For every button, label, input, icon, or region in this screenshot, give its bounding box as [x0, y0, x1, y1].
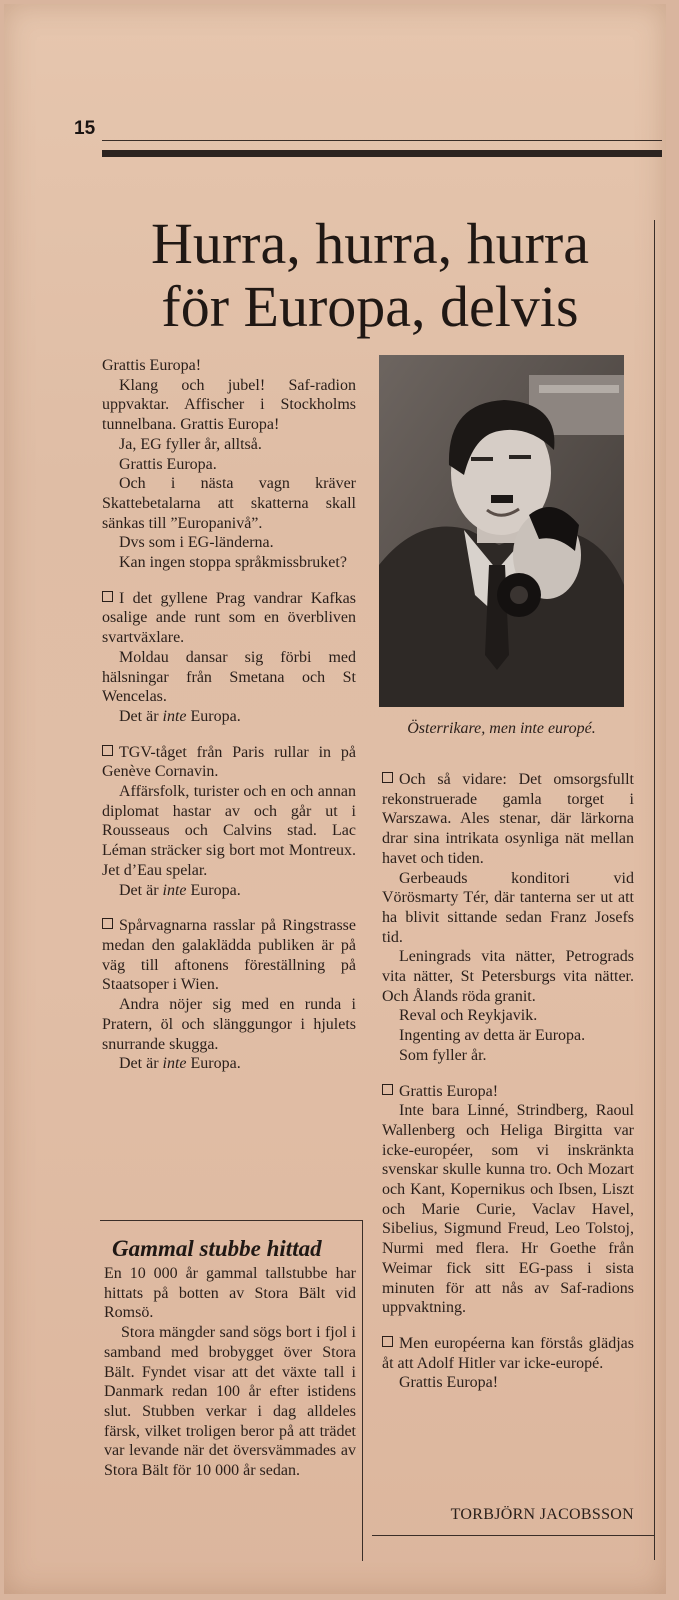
section-box-icon — [102, 591, 113, 602]
headline-line-2: för Europa, delvis — [161, 274, 579, 339]
paragraph: Grattis Europa! — [102, 357, 202, 374]
portrait-illustration — [379, 355, 624, 707]
section-box-icon — [382, 1336, 393, 1347]
paragraph: Moldau dansar sig förbi med hälsningar från Smetana och St Wencelas. — [102, 648, 356, 706]
paragraph: Grattis Europa. — [119, 455, 217, 473]
left-column — [102, 356, 356, 1074]
sidebar-title: Gammal stubbe hittad — [112, 1236, 322, 1261]
refrain: Det är inte Europa. — [119, 881, 241, 899]
section-paragraph: TGV-tåget från Paris rullar in på Genève Cornavin. — [102, 743, 356, 781]
paragraph: Och i nästa vagn kräver Skattebetalarna att skatterna skall sänkas till ”Europanivå”. — [102, 475, 356, 532]
section-box-icon — [382, 1084, 393, 1095]
section-box-icon — [102, 918, 113, 929]
paragraph: Stora mängder sand sögs bort i fjol i samband med brobygget över Stora Bält. Fyndet visar att det växte tall i Danmark redan 100 år efter istidens slut. Stubben verkar i dag alldeles färsk, vilket troligen beror på att trädet var levande när det översvämmades av Stora Bält för 10 000 år sedan. — [104, 1324, 356, 1480]
paragraph: Ja, EG fyller år, alltså. — [119, 435, 262, 453]
headline-line-1: Hurra, hurra, hurra — [150, 211, 589, 276]
right-column — [382, 770, 634, 1393]
paragraph: Dvs som i EG-länderna. — [119, 534, 274, 552]
paragraph: En 10 000 år gammal tallstubbe har hittats på botten av Stora Bält vid Romsö. — [104, 1265, 356, 1322]
portrait-photo — [379, 355, 624, 707]
headline — [100, 212, 640, 338]
page-number: 15 — [74, 118, 96, 139]
section-box-icon — [102, 745, 113, 756]
photo-caption: Österrikare, men inte europé. — [407, 720, 596, 737]
section-paragraph: Spårvagnarna rasslar på Ringstrasse medan den galaklädda publiken är på väg till aftonens föreställning på Staatsoper i Wien. — [102, 917, 356, 994]
paragraph: Affärsfolk, turister och en och annan diplomat hastar av och går ut i Rousseaus och Calvins stad. Lac Léman sträcker sig bort mot Montreux. Jet d’Eau spelar. — [102, 783, 356, 879]
paragraph: Leningrads vita nätter, Petrograds vita nätter, St Petersburgs vita nätter. Och Ålands röda granit. — [382, 948, 634, 1005]
paragraph: Reval och Reykjavik. — [399, 1007, 538, 1025]
paragraph: Inte bara Linné, Strindberg, Raoul Wallenberg och Heliga Birgitta var icke-européer, som vi inskränkta svenskar skulle kunna tro. Och Mozart och Kant, Kopernikus och Ibsen, Liszt och Marie Curie, Vaclav Havel, Sibelius, Sigmund Freud, Leo Tolstoj, Nurmi med flera. Hr Goethe från Weimar fick sitt EG-pass i sista minuten för att nås av Saf-radions uppvaktning. — [382, 1102, 634, 1317]
refrain: Det är inte Europa. — [119, 707, 241, 725]
section-paragraph: Och så vidare: Det omsorgsfullt rekonstruerade gamla torget i Warszawa. Ales stenar, där lärkorna drar sina intrikata osynliga nät mellan havet och tiden. — [382, 771, 634, 867]
section-paragraph: I det gyllene Prag vandrar Kafkas osalige ande runt som en överbliven svartväxlare. — [102, 589, 356, 647]
column-rule-right — [654, 220, 655, 1560]
section-paragraph: Men européerna kan förstås glädjas åt att Adolf Hitler var icke-europé. — [382, 1334, 634, 1372]
section-box-icon — [382, 772, 393, 783]
paragraph: Gerbeauds konditori vid Vörösmarty Tér, där tanterna ser ut att ha blivit sittande sedan Franz Josefs tid. — [382, 869, 634, 946]
paragraph: Ingenting av detta är Europa. — [399, 1027, 586, 1045]
sidebar-body — [104, 1264, 356, 1481]
header-rule-thin — [102, 140, 662, 141]
paragraph: Kan ingen stoppa språkmissbruket? — [119, 554, 347, 572]
paragraph: Grattis Europa! — [399, 1374, 499, 1392]
section-paragraph: Grattis Europa! — [382, 1082, 634, 1102]
refrain: Det är inte Europa. — [119, 1055, 241, 1073]
paragraph: Som fyller år. — [399, 1046, 487, 1064]
paragraph: Klang och jubel! Saf-radion uppvaktar. Affischer i Stockholms tunnelbana. Grattis Europa! — [102, 376, 356, 434]
paragraph: Andra nöjer sig med en runda i Pratern, öl och slänggungor i hjulets snurrande skugga. — [102, 996, 356, 1053]
byline-rule — [372, 1535, 654, 1536]
header-rule-thick — [102, 150, 662, 157]
byline: TORBJÖRN JACOBSSON — [450, 1506, 634, 1523]
